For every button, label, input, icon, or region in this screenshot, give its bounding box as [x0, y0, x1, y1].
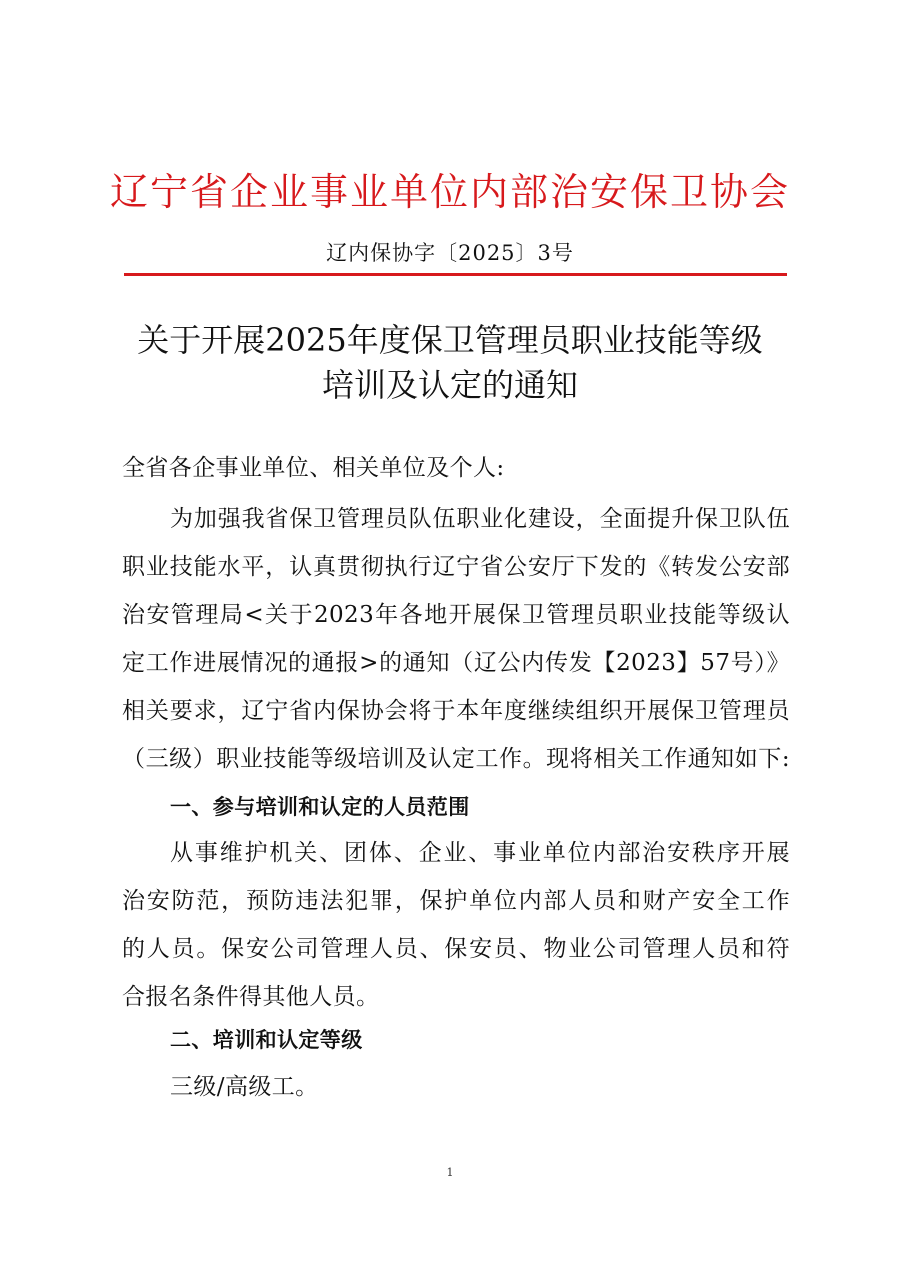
red-header-rule — [124, 273, 787, 276]
notice-title-line-2: 培训及认定的通知 — [321, 366, 578, 404]
paragraph-line: 治安管理局<关于2023年各地开展保卫管理员职业技能等级认 — [122, 602, 790, 628]
salutation: 全省各企事业单位、相关单位及个人: — [122, 455, 505, 481]
level-text: 三级/高级工。 — [170, 1074, 319, 1100]
paragraph-line: 职业技能水平，认真贯彻执行辽宁省公安厅下发的《转发公安部 — [122, 554, 790, 580]
paragraph-line: （三级）职业技能等级培训及认定工作。现将相关工作通知如下: — [122, 746, 790, 772]
section-heading-2: 二、培训和认定等级 — [170, 1028, 363, 1052]
document-number: 辽内保协字〔2025〕3号 — [326, 241, 574, 265]
page-number: 1 — [446, 1166, 454, 1179]
paragraph-line: 定工作进展情况的通报>的通知（辽公内传发【2023】57号）》 — [122, 650, 790, 676]
notice-title-line-1: 关于开展2025年度保卫管理员职业技能等级 — [137, 321, 763, 359]
paragraph-line: 相关要求，辽宁省内保协会将于本年度继续组织开展保卫管理员 — [122, 698, 790, 724]
organization-title: 辽宁省企业事业单位内部治安保卫协会 — [109, 170, 790, 214]
section-heading-1: 一、参与培训和认定的人员范围 — [170, 795, 470, 819]
paragraph-line: 为加强我省保卫管理员队伍职业化建设，全面提升保卫队伍 — [170, 506, 790, 532]
paragraph-line: 从事维护机关、团体、企业、事业单位内部治安秩序开展 — [170, 840, 790, 866]
paragraph-line: 治安防范，预防违法犯罪，保护单位内部人员和财产安全工作 — [122, 888, 790, 914]
paragraph-line: 合报名条件得其他人员。 — [122, 984, 380, 1010]
paragraph-line: 的人员。保安公司管理人员、保安员、物业公司管理人员和符 — [122, 936, 790, 962]
